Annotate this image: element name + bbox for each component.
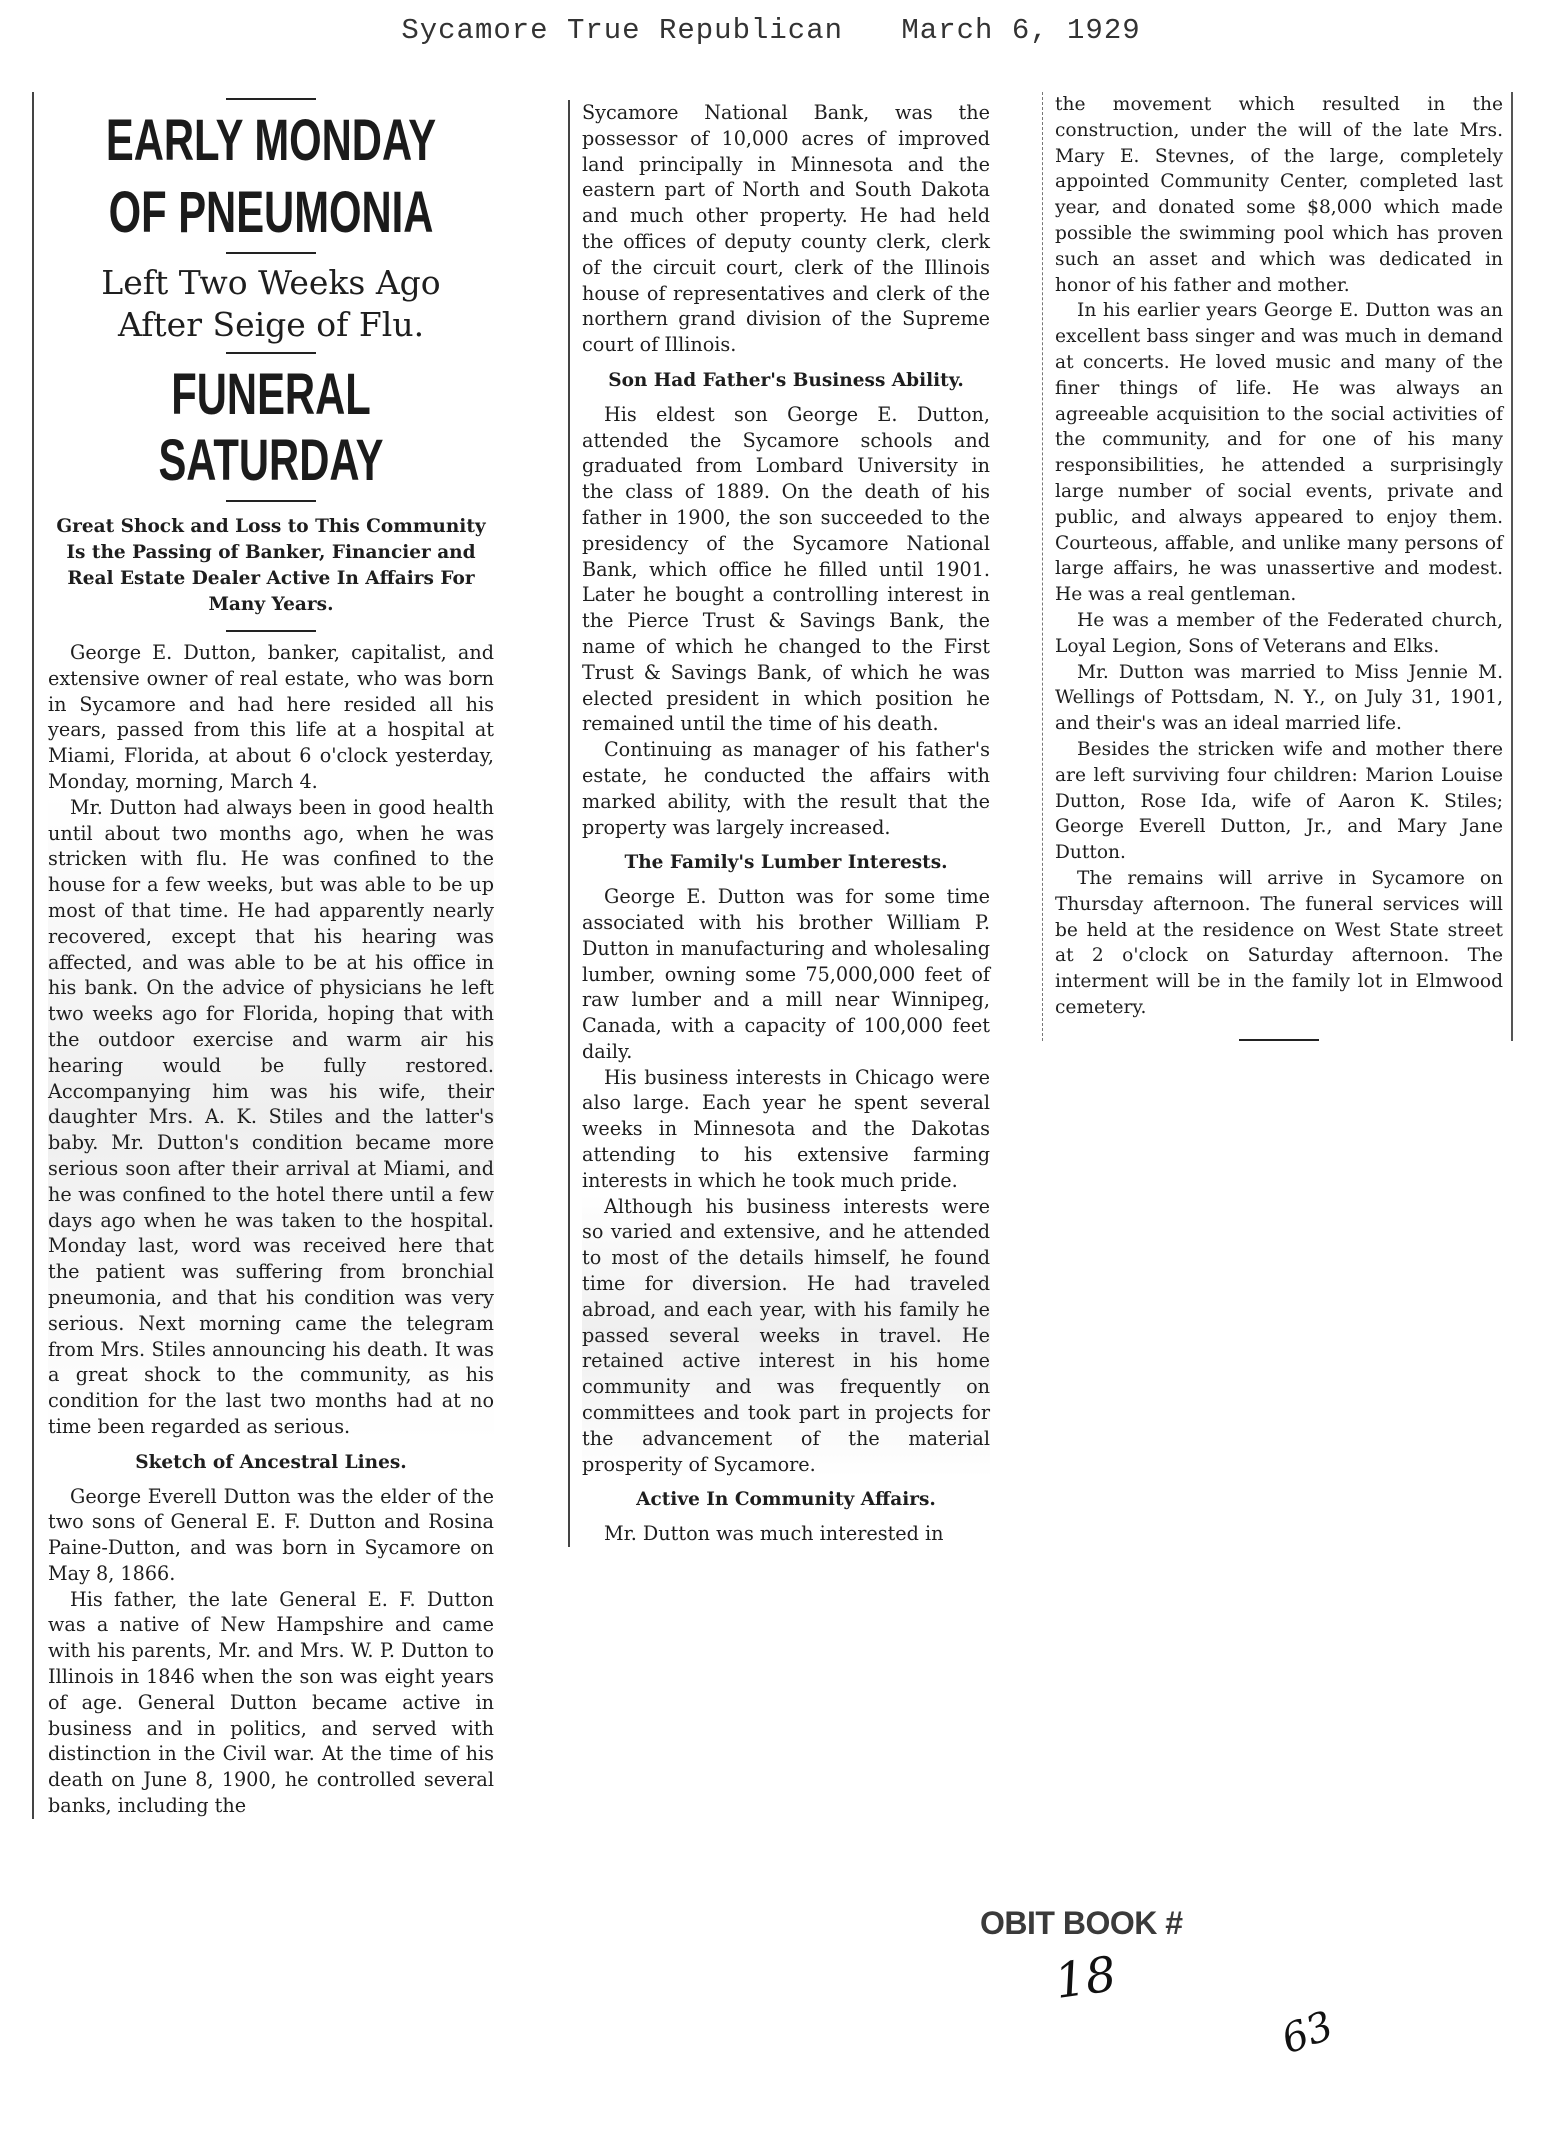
paragraph: Besides the stricken wife and mother there are left surviving four children: Marion Louise Dutton, Rose Ida, wife of Aaron K. Stiles; George Everell Dutton, Jr., and Mary Jane Dutton. bbox=[1055, 738, 1503, 864]
headline-funeral: FUNERAL SATURDAY bbox=[158, 362, 384, 493]
paragraph: George E. Dutton, banker, capitalist, and extensive owner of real estate, who was born in Sycamore and had here resided all his years, passed from this life at a hospital at Miami, Florida, at about 6 o'clock yesterday, Monday, morning, March 4. bbox=[48, 641, 494, 793]
section-subhead: Son Had Father's Business Ability. bbox=[608, 369, 964, 391]
paragraph: His eldest son George E. Dutton, attended the Sycamore schools and graduated from Lombard University in the class of 1889. On the death of his father in 1900, the son succeeded to the presidency of the Sycamore National Bank, which office he filled until 1901. Later he bought a controlling interest in the Pierce Trust & Savings Bank, the name of which he changed to the First Trust & Savings Bank, of which he was elected president in which position he remained until the time of his death. bbox=[582, 402, 990, 736]
paragraph: George E. Dutton was for some time associated with his brother William P. Dutton in manufacturing and wholesaling lumber, owning some 75,000,000 feet of raw lumber and a mill near Winnipeg, Canada, with a capacity of 100,000 feet daily. bbox=[582, 885, 990, 1063]
divider-rule bbox=[226, 252, 316, 254]
column-2 bbox=[568, 100, 990, 1547]
divider-rule bbox=[226, 630, 316, 632]
paragraph: Continuing as manager of his father's estate, he conducted the affairs with marked ability, with the result that the property was largely increased. bbox=[582, 738, 990, 839]
deck-summary: Great Shock and Loss to This Community Is the Passing of Banker, Financier and Real Estate Dealer Active In Affairs For Many Years. bbox=[56, 516, 486, 615]
column-3 bbox=[1042, 92, 1513, 1041]
paragraph: Although his business interests were so varied and extensive, and he attended to most of the details himself, he found time for diversion. He had traveled abroad, and each year, with his family he passed several weeks in travel. He retained active interest in his home community and was frequently on committees and took part in projects for the advancement of the material prosperity of Sycamore. bbox=[582, 1194, 990, 1476]
obit-book-stamp: OBIT BOOK # bbox=[980, 1905, 1183, 1941]
publication-name: Sycamore True Republican bbox=[401, 14, 843, 47]
handwritten-page-number: 63 bbox=[1275, 2002, 1340, 2064]
paragraph: His father, the late General E. F. Dutton was a native of New Hampshire and came with his parents, Mr. and Mrs. W. P. Dutton to Illinois in 1846 when the son was eight years of age. General Dutton became active in business and in politics, and served with distinction in the Civil war. At the time of his death on June 8, 1900, he controlled several banks, including the bbox=[48, 1587, 494, 1818]
paragraph: George Everell Dutton was the elder of the two sons of General E. F. Dutton and Rosina Paine-Dutton, and was born in Sycamore on May 8, 1866. bbox=[48, 1484, 494, 1585]
divider-rule bbox=[226, 98, 316, 100]
paragraph: His business interests in Chicago were also large. Each year he spent several weeks in Minnesota and the Dakotas attending to his extensive farming interests in which he took much pride. bbox=[582, 1065, 990, 1192]
paragraph: He was a member of the Federated church, Loyal Legion, Sons of Veterans and Elks. bbox=[1055, 609, 1503, 657]
divider-rule bbox=[226, 352, 316, 354]
subheadline-line-2: After Seige of Flu. bbox=[117, 305, 425, 344]
section-subhead: Active In Community Affairs. bbox=[636, 1489, 936, 1511]
end-rule bbox=[1239, 1039, 1319, 1041]
section-subhead: The Family's Lumber Interests. bbox=[624, 852, 948, 874]
section-subhead: Sketch of Ancestral Lines. bbox=[135, 1451, 407, 1473]
paragraph: Sycamore National Bank, was the possessor of 10,000 acres of improved land principally in Minnesota and the eastern part of North and South Dakota and much other property. He had held the offices of deputy county clerk, clerk of the circuit court, clerk of the Illinois house of representatives and clerk of the northern grand division of the Supreme court of Illinois. bbox=[582, 101, 990, 357]
headline-main-line-2: OF PNEUMONIA bbox=[108, 180, 434, 245]
paragraph: the movement which resulted in the construction, under the will of the late Mrs. Mary E. Stevnes, of the large, completely appointed Community Center, completed last year, and donated some $8,000 which made possible the swimming pool which has proven such an asset and which was dedicated in honor of his father and mother. bbox=[1055, 94, 1503, 296]
paragraph: Mr. Dutton was married to Miss Jennie M. Wellings of Pottsdam, N. Y., on July 31, 1901, and their's was an ideal married life. bbox=[1055, 661, 1503, 735]
paragraph: Mr. Dutton was much interested in bbox=[604, 1522, 944, 1546]
subheadline-line-1: Left Two Weeks Ago bbox=[101, 263, 441, 302]
masthead bbox=[0, 14, 1542, 47]
subheadline bbox=[48, 262, 494, 346]
paragraph: The remains will arrive in Sycamore on Thursday afternoon. The funeral services will be held at the residence on West State street at 2 o'clock on Saturday afternoon. The interment will be in the family lot in Elmwood cemetery. bbox=[1055, 867, 1503, 1018]
divider-rule bbox=[226, 500, 316, 502]
paragraph: Mr. Dutton had always been in good health until about two months ago, when he was stricken with flu. He was confined to the house for a few weeks, but was able to be up most of that time. He had apparently nearly recovered, except that his hearing was affected, and was able to be at his office in his bank. On the advice of physicians he left two weeks ago for Florida, hoping that with the outdoor exercise and warm air his hearing would be fully restored. Accompanying him was his wife, their daughter Mrs. A. K. Stiles and the latter's baby. Mr. Dutton's condition became more serious soon after their arrival at Miami, and he was confined to the hotel there until a few days ago when he was taken to the hospital. Monday last, word was received here that the patient was suffering from bronchial pneumonia, and that his condition was very serious. Next morning came the telegram from Mrs. Stiles announcing his death. It was a great shock to the community, as his condition for the last two months had at no time been regarded as serious. bbox=[48, 795, 494, 1438]
publication-date: March 6, 1929 bbox=[901, 14, 1141, 47]
headline-main-line-1: EARLY MONDAY bbox=[105, 108, 437, 173]
handwritten-book-number: 18 bbox=[1051, 1946, 1120, 2010]
column-1 bbox=[32, 92, 494, 1819]
paragraph: In his earlier years George E. Dutton was an excellent bass singer and was much in demand at concerts. He loved music and many of the finer things of life. He was always an agreeable acquisition to the social activities of the community, and for one of his many responsibilities, he attended a surprisingly large number of social events, private and public, and always appeared to enjoy them. Courteous, affable, and unlike many persons of large affairs, he was unassertive and modest. He was a real gentleman. bbox=[1055, 300, 1503, 606]
